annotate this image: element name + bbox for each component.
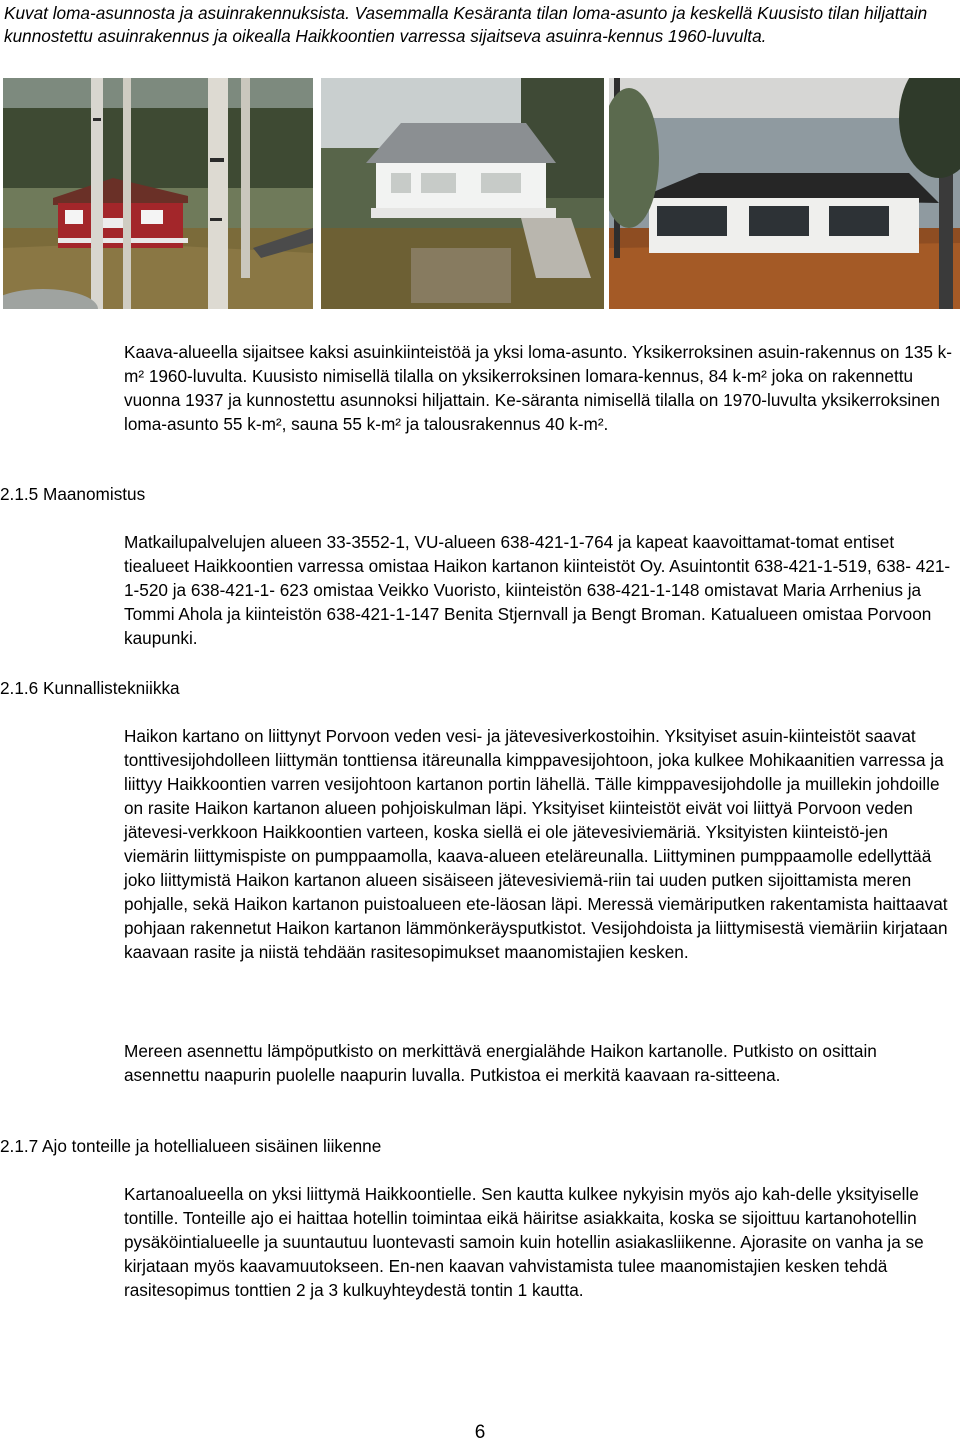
intro-paragraph: Kaava-alueella sijaitsee kaksi asuinkiinteistöä ja yksi loma-asunto. Yksikerroksinen asuin-rakennus on 135 k-m² 1960-luvulta. Kuusisto nimisellä tilalla on yksikerroksinen lomara-kennus, 84 k-m² joka on rakennettu vuonna 1937 ja kunnostettu asunnoksi hiljattain. Ke-säranta nimisellä tilalla on 1970-luvulta yksikerroksinen loma-asunto 55 k-m², sauna 55 k-m² ja talousrakennus 40 k-m². [124,342,952,434]
paragraph-kunnallistekniikka: Haikon kartano on liittynyt Porvoon veden vesi- ja jätevesiverkostoihin. Yksityiset asuin-kiinteistöt saavat tonttivesijohdolleen liittymän tonttiensa itäreunalla kimppavesijohtoon, joka kulkee Mohikaanitien varressa ja liittyy Haikkoontien varren vesijohtoon kartanon portin lähellä. Tälle kimppavesijohdolle ja muillekin johdoille on rasite Haikon kartanon alueen pohjoiskulman läpi. Yksityiset kiinteistöt eivät voi liittyä Porvoon veden jätevesi-verkkoon Haikkoontien varteen, koska siellä ei ole jätevesiviemäriä. Yksityisten kiinteistö-jen viemärin liittymispiste on pumppaamolla, kaava-alueen eteläreunalla. Liittyminen pumppaamolle edellyttää joko liittymistä Haikon kartanon alueen sisäiseen jätevesiviemä-riin tai uuden putken sijoittamista meren pohjalle, sekä Haikon kartanon puistoalueen ete-läosan läpi. Meressä viemäriputken rakentamista haittaavat pohjaan rakennetut Haikon kartanon lämmönkeräysputkistot. Vesijohdoista ja liittymisestä viemäriin kirjataan kaavaan rasite ja niistä tehdään rasitesopimukset maanomistajien kesken. [124,726,948,962]
section-heading-ajo-tonteille: 2.1.7 Ajo tonteille ja hotellialueen sisäinen liikenne [0,1136,382,1156]
page-number: 6 [474,1422,486,1443]
figure-caption: Kuvat loma-asunnosta ja asuinrakennuksista. Vasemmalla Kesäranta tilan loma-asunto ja keskellä Kuusisto tilan hiljattain kunnostettu asuinrakennus ja oikealla Haikkoontien varressa sijaitseva asuinra-kennus 1960-luvulta. [4,3,928,46]
paragraph-lampoputkisto: Mereen asennettu lämpöputkisto on merkittävä energialähde Haikon kartanolle. Putkisto on osittain asennettu naapurin puolelle naapurin luvalla. Putkistoa ei merkitä kaavaan ra-sitteena. [124,1041,877,1085]
paragraph-ajo-tonteille: Kartanoalueella on yksi liittymä Haikkoontielle. Sen kautta kulkee nykyisin myös ajo kah-delle yksityiselle tontille. Tonteille ajo ei haittaa hotellin toimintaa eikä häiritse asiakkaita, koska se sijoittuu kartanohotellin pysäköintialueelle ja suuntautuu luontevasti samoin kuin hotellin asiakasliikenne. Ajorasite on vanha ja se kirjataan myös kaavamuutokseen. En-nen kaavan vahvistamista tulee maanomistajien kesken tehdä rasitesopimus tonttien 2 ja 3 kulkuyhteydestä tontin 1 kautta. [124,1184,924,1300]
flat-roof-house-photo [609,78,960,309]
section-heading-maanomistus: 2.1.5 Maanomistus [0,484,146,504]
paragraph-maanomistus: Matkailupalvelujen alueen 33-3552-1, VU-alueen 638-421-1-764 ja kapeat kaavoittamat-tomat entiset tiealueet Haikkoontien varressa omistaa Haikon kartanon kiinteistöt Oy. Asuintontit 638-421-1-519, 638- 421-1-520 ja 638-421-1- 623 omistaa Veikko Vuoristo, kiinteistön 638-421-1-148 omistavat Maria Arrhenius ja Tommi Ahola ja kiinteistön 638-421-1-147 Benita Stjernvall ja Bengt Broman. Katualueen omistaa Porvoon kaupunki. [124,532,951,648]
section-heading-kunnallistekniikka: 2.1.6 Kunnallistekniikka [0,678,180,698]
white-house-photo [321,78,604,309]
red-cottage-photo [3,78,313,309]
